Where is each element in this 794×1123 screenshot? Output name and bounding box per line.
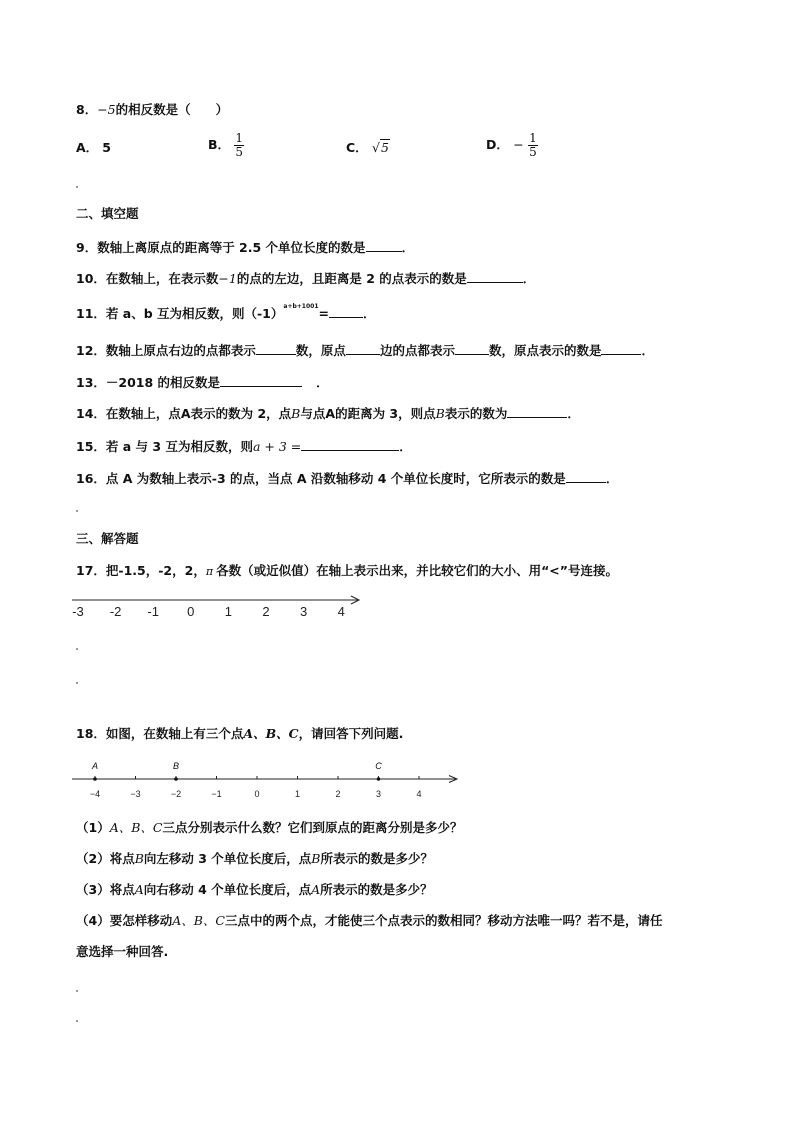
q14-line: 14．在数轴上，点A表示的数为 2，点B与点A的距离为 3，则点B表示的数为 ． xyxy=(76,406,580,421)
q8-number: 8． xyxy=(76,102,98,117)
answer-blank[interactable] xyxy=(455,343,489,355)
answer-blank[interactable] xyxy=(346,343,380,355)
q15-line: 15．若 a 与 3 互为相反数，则a + 3 = ． xyxy=(76,439,412,454)
q8-option-a: A． 5 xyxy=(76,140,111,155)
answer-blank[interactable] xyxy=(329,306,363,318)
q18-sub1: （1）A、B、C三点分别表示什么数？它们到原点的距离分别是多少？ xyxy=(76,820,463,835)
q18-line: 18．如图，在数轴上有三个点A、B、C，请回答下列问题. xyxy=(76,726,404,741)
q18-axis-label: 2 xyxy=(335,789,341,799)
q17-axis-label: 0 xyxy=(187,604,195,619)
q8-text: 的相反数是（ ） xyxy=(115,102,229,117)
q18-point-b xyxy=(174,777,178,781)
q18-axis-label: 3 xyxy=(375,789,382,799)
faint-dot xyxy=(76,510,78,512)
q8-line xyxy=(76,104,228,117)
fraction-negative-one-fifth: $\frac{1}{5}$ xyxy=(529,131,537,159)
q8-option-d: D． − $\frac{1}{5}$ xyxy=(486,131,537,159)
q12-line: 12．数轴上原点右边的点都表示 数，原点 边的点都表示 数，原点表示的数是 ． xyxy=(76,343,654,358)
answer-blank[interactable] xyxy=(467,271,523,283)
q18-axis-label: 1 xyxy=(294,789,301,799)
faint-dot xyxy=(76,648,78,650)
q18-point-a xyxy=(93,777,97,781)
q9-line: 9．数轴上离原点的距离等于 2.5 个单位长度的数是 ． xyxy=(76,240,415,255)
q8-value: −5 xyxy=(97,102,116,117)
q18-point-label: B xyxy=(172,761,180,771)
q18-point-label: C xyxy=(375,761,382,771)
q16-line: 16．点 A 为数轴上表示-3 的点，当点 A 沿数轴移动 4 个单位长度时，它所表示的数是 ． xyxy=(76,471,619,486)
q8-option-c: C． √5 xyxy=(346,140,389,155)
q11-line: 11．若 a、b 互为相反数，则$(-1)^{a+b+1001}=$ ． xyxy=(76,303,376,321)
answer-blank[interactable] xyxy=(220,375,302,387)
faint-dot xyxy=(76,1020,78,1022)
q18-axis-label: −2 xyxy=(170,789,182,799)
q18-axis-label: 4 xyxy=(416,789,422,799)
q17-axis-label: 4 xyxy=(337,604,345,619)
answer-blank[interactable] xyxy=(366,240,402,252)
faint-dot xyxy=(76,990,78,992)
answer-blank[interactable] xyxy=(256,343,296,355)
q17-axis-label: -2 xyxy=(109,604,122,619)
q18-point-label: A xyxy=(91,761,99,771)
answer-blank[interactable] xyxy=(301,439,399,451)
q18-sub2: （2）将点B向左移动 3 个单位长度后，点B所表示的数是多少？ xyxy=(76,851,433,866)
q18-point-c xyxy=(377,777,381,781)
q17-line: 17．把-1.5，-2，2，π 各数（或近似值）在轴上表示出来，并比较它们的大小、用“<”号连接。 xyxy=(76,563,618,578)
q18-axis-label: −3 xyxy=(130,789,141,799)
q17-axis-label: 1 xyxy=(224,604,233,619)
q17-number-line xyxy=(70,592,370,622)
answer-blank[interactable] xyxy=(601,343,641,355)
q18-sub4-cont: 意选择一种回答. xyxy=(76,944,169,959)
q10-line: 10．在数轴上，在表示数−1的点的左边，且距离是 2 的点表示的数是 ． xyxy=(76,271,536,286)
section-title-solutions: 三、解答题 xyxy=(76,531,139,546)
fraction-one-fifth: $\frac{1}{5}$ xyxy=(235,131,244,159)
q18-number-line xyxy=(70,756,470,804)
faint-dot xyxy=(76,186,78,188)
sqrt-five: √5 xyxy=(372,140,389,155)
faint-dot xyxy=(76,682,78,684)
q13-line: 13．－2018 的相反数是 ． xyxy=(76,375,329,390)
q17-axis-label: -1 xyxy=(147,604,159,619)
q18-axis-label: −1 xyxy=(211,789,222,799)
q17-axis-label: 2 xyxy=(262,604,270,619)
q18-axis-label: 0 xyxy=(254,789,260,799)
q18-sub3: （3）将点A向右移动 4 个单位长度后，点A所表示的数是多少？ xyxy=(76,882,433,897)
q17-axis-label: 3 xyxy=(299,604,308,619)
q8-option-b: B． $\frac{1}{5}$ xyxy=(208,131,244,159)
q18-sub4: （4）要怎样移动A、B、C三点中的两个点，才能使三个点表示的数相同？移动方法唯一吗？若不是，请任 xyxy=(76,913,663,928)
answer-blank[interactable] xyxy=(566,471,606,483)
q18-axis-label: −4 xyxy=(89,789,101,799)
section-title-fill-in: 二、填空题 xyxy=(76,206,139,221)
q17-axis-label: -3 xyxy=(72,604,84,619)
answer-blank[interactable] xyxy=(507,406,567,418)
